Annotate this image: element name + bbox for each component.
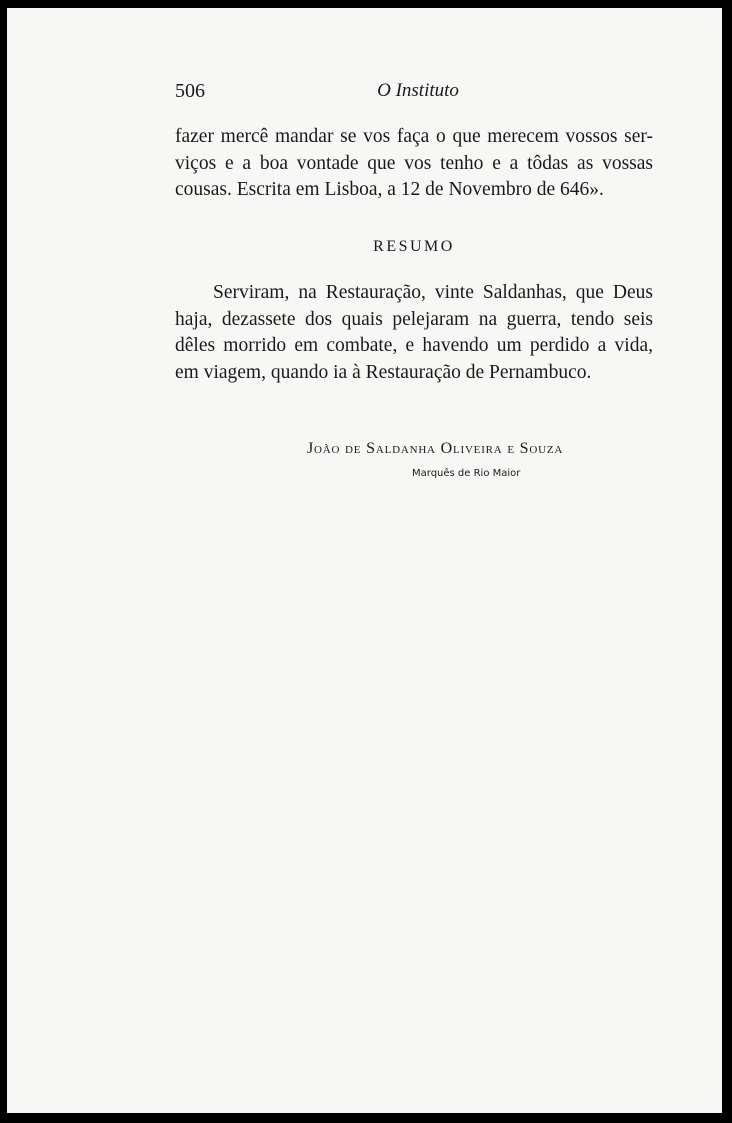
text-line: Serviram, na Restauração, vinte Saldanhas, que Deus bbox=[213, 282, 653, 303]
text-line: em viagem, quando ia à Restauração de Pernambuco. bbox=[175, 361, 592, 383]
text-line: haja, dezassete dos quais pelejaram na guerra, tendo seis bbox=[175, 308, 653, 330]
document-page bbox=[7, 8, 722, 1113]
section-heading: RESUMO bbox=[373, 238, 455, 255]
running-title: O Instituto bbox=[377, 80, 459, 101]
text-line: dêles morrido em combate, e havendo um perdido a vida, bbox=[175, 335, 653, 356]
summary-paragraph bbox=[175, 280, 653, 386]
text-line: cousas. Escrita em Lisboa, a 12 de Novembro de 646». bbox=[175, 179, 604, 200]
continuation-paragraph bbox=[175, 124, 653, 204]
signature-block bbox=[307, 440, 627, 479]
signature-title: Marquês de Rio Maior bbox=[412, 468, 521, 479]
signature-name: João de Saldanha Oliveira e Souza bbox=[307, 440, 564, 457]
page-number: 506 bbox=[175, 80, 205, 102]
page-header bbox=[175, 80, 653, 104]
text-line: viços e a boa vontade que vos tenho e a tôdas as vossas bbox=[175, 152, 653, 174]
text-line: fazer mercê mandar se vos faça o que merecem vossos ser- bbox=[175, 126, 653, 147]
